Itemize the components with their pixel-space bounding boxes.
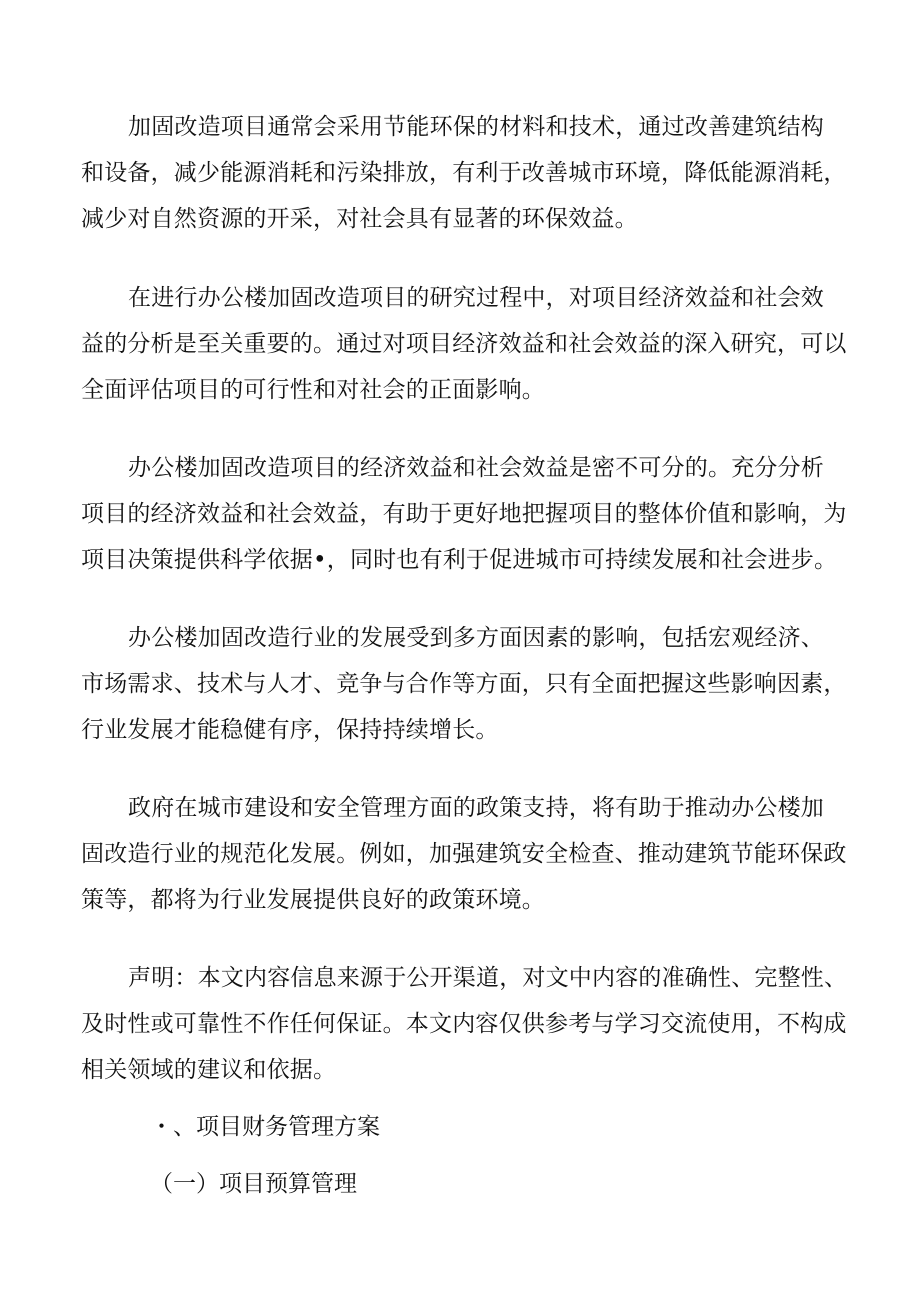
- paragraph-line: 固改造行业的规范化发展。例如，加强建筑安全检查、推动建筑节能环保政: [81, 841, 847, 867]
- paragraph-line: 行业发展才能稳健有序，保持持续增长。: [81, 717, 499, 743]
- paragraph-industry-factors: [81, 615, 847, 753]
- paragraph-line: 市场需求、技术与人才、竞争与合作等方面，只有全面把握这些影响因素，: [81, 671, 847, 697]
- paragraph-line: 项目决策提供科学依据•，同时也有利于促进城市可持续发展和社会进步。: [81, 547, 838, 573]
- paragraph-benefit-analysis: [81, 275, 847, 413]
- paragraph-environmental-benefits: [81, 104, 847, 242]
- section-heading: ・、项目财务管理方案: [150, 1114, 380, 1140]
- paragraph-line: 减少对自然资源的开采，对社会具有显著的环保效益。: [81, 206, 638, 232]
- paragraph-line: 办公楼加固改造项目的经济效益和社会效益是密不可分的。充分分析: [128, 455, 824, 481]
- paragraph-disclaimer: [81, 955, 848, 1093]
- paragraph-line: 相关领域的建议和依据。: [81, 1057, 337, 1083]
- paragraph-line: 政府在城市建设和安全管理方面的政策支持，将有助于推动办公楼加: [128, 795, 824, 821]
- paragraph-economic-social-benefits: [81, 445, 847, 583]
- paragraph-line: 益的分析是至关重要的。通过对项目经济效益和社会效益的深入研究，可以: [81, 331, 847, 357]
- paragraph-line: 办公楼加固改造行业的发展受到多方面因素的影响，包括宏观经济、: [128, 625, 824, 651]
- subsection-heading: （一）项目预算管理: [150, 1171, 357, 1197]
- paragraph-line: 加固改造项目通常会采用节能环保的材料和技术，通过改善建筑结构: [128, 114, 824, 140]
- paragraph-line: 全面评估项目的可行性和对社会的正面影响。: [81, 377, 545, 403]
- paragraph-line: 声明：本文内容信息来源于公开渠道，对文中内容的准确性、完整性、: [128, 965, 848, 991]
- paragraph-line: 在进行办公楼加固改造项目的研究过程中，对项目经济效益和社会效: [128, 285, 824, 311]
- paragraph-line: 和设备，减少能源消耗和污染排放，有利于改善城市环境，降低能源消耗，: [81, 160, 847, 186]
- paragraph-line: 及时性或可靠性不作任何保证。本文内容仅供参考与学习交流使用，不构成: [81, 1011, 847, 1037]
- paragraph-policy-support: [81, 785, 847, 923]
- paragraph-line: 项目的经济效益和社会效益，有助于更好地把握项目的整体价值和影响，为: [81, 501, 847, 527]
- paragraph-line: 策等，都将为行业发展提供良好的政策环境。: [81, 887, 545, 913]
